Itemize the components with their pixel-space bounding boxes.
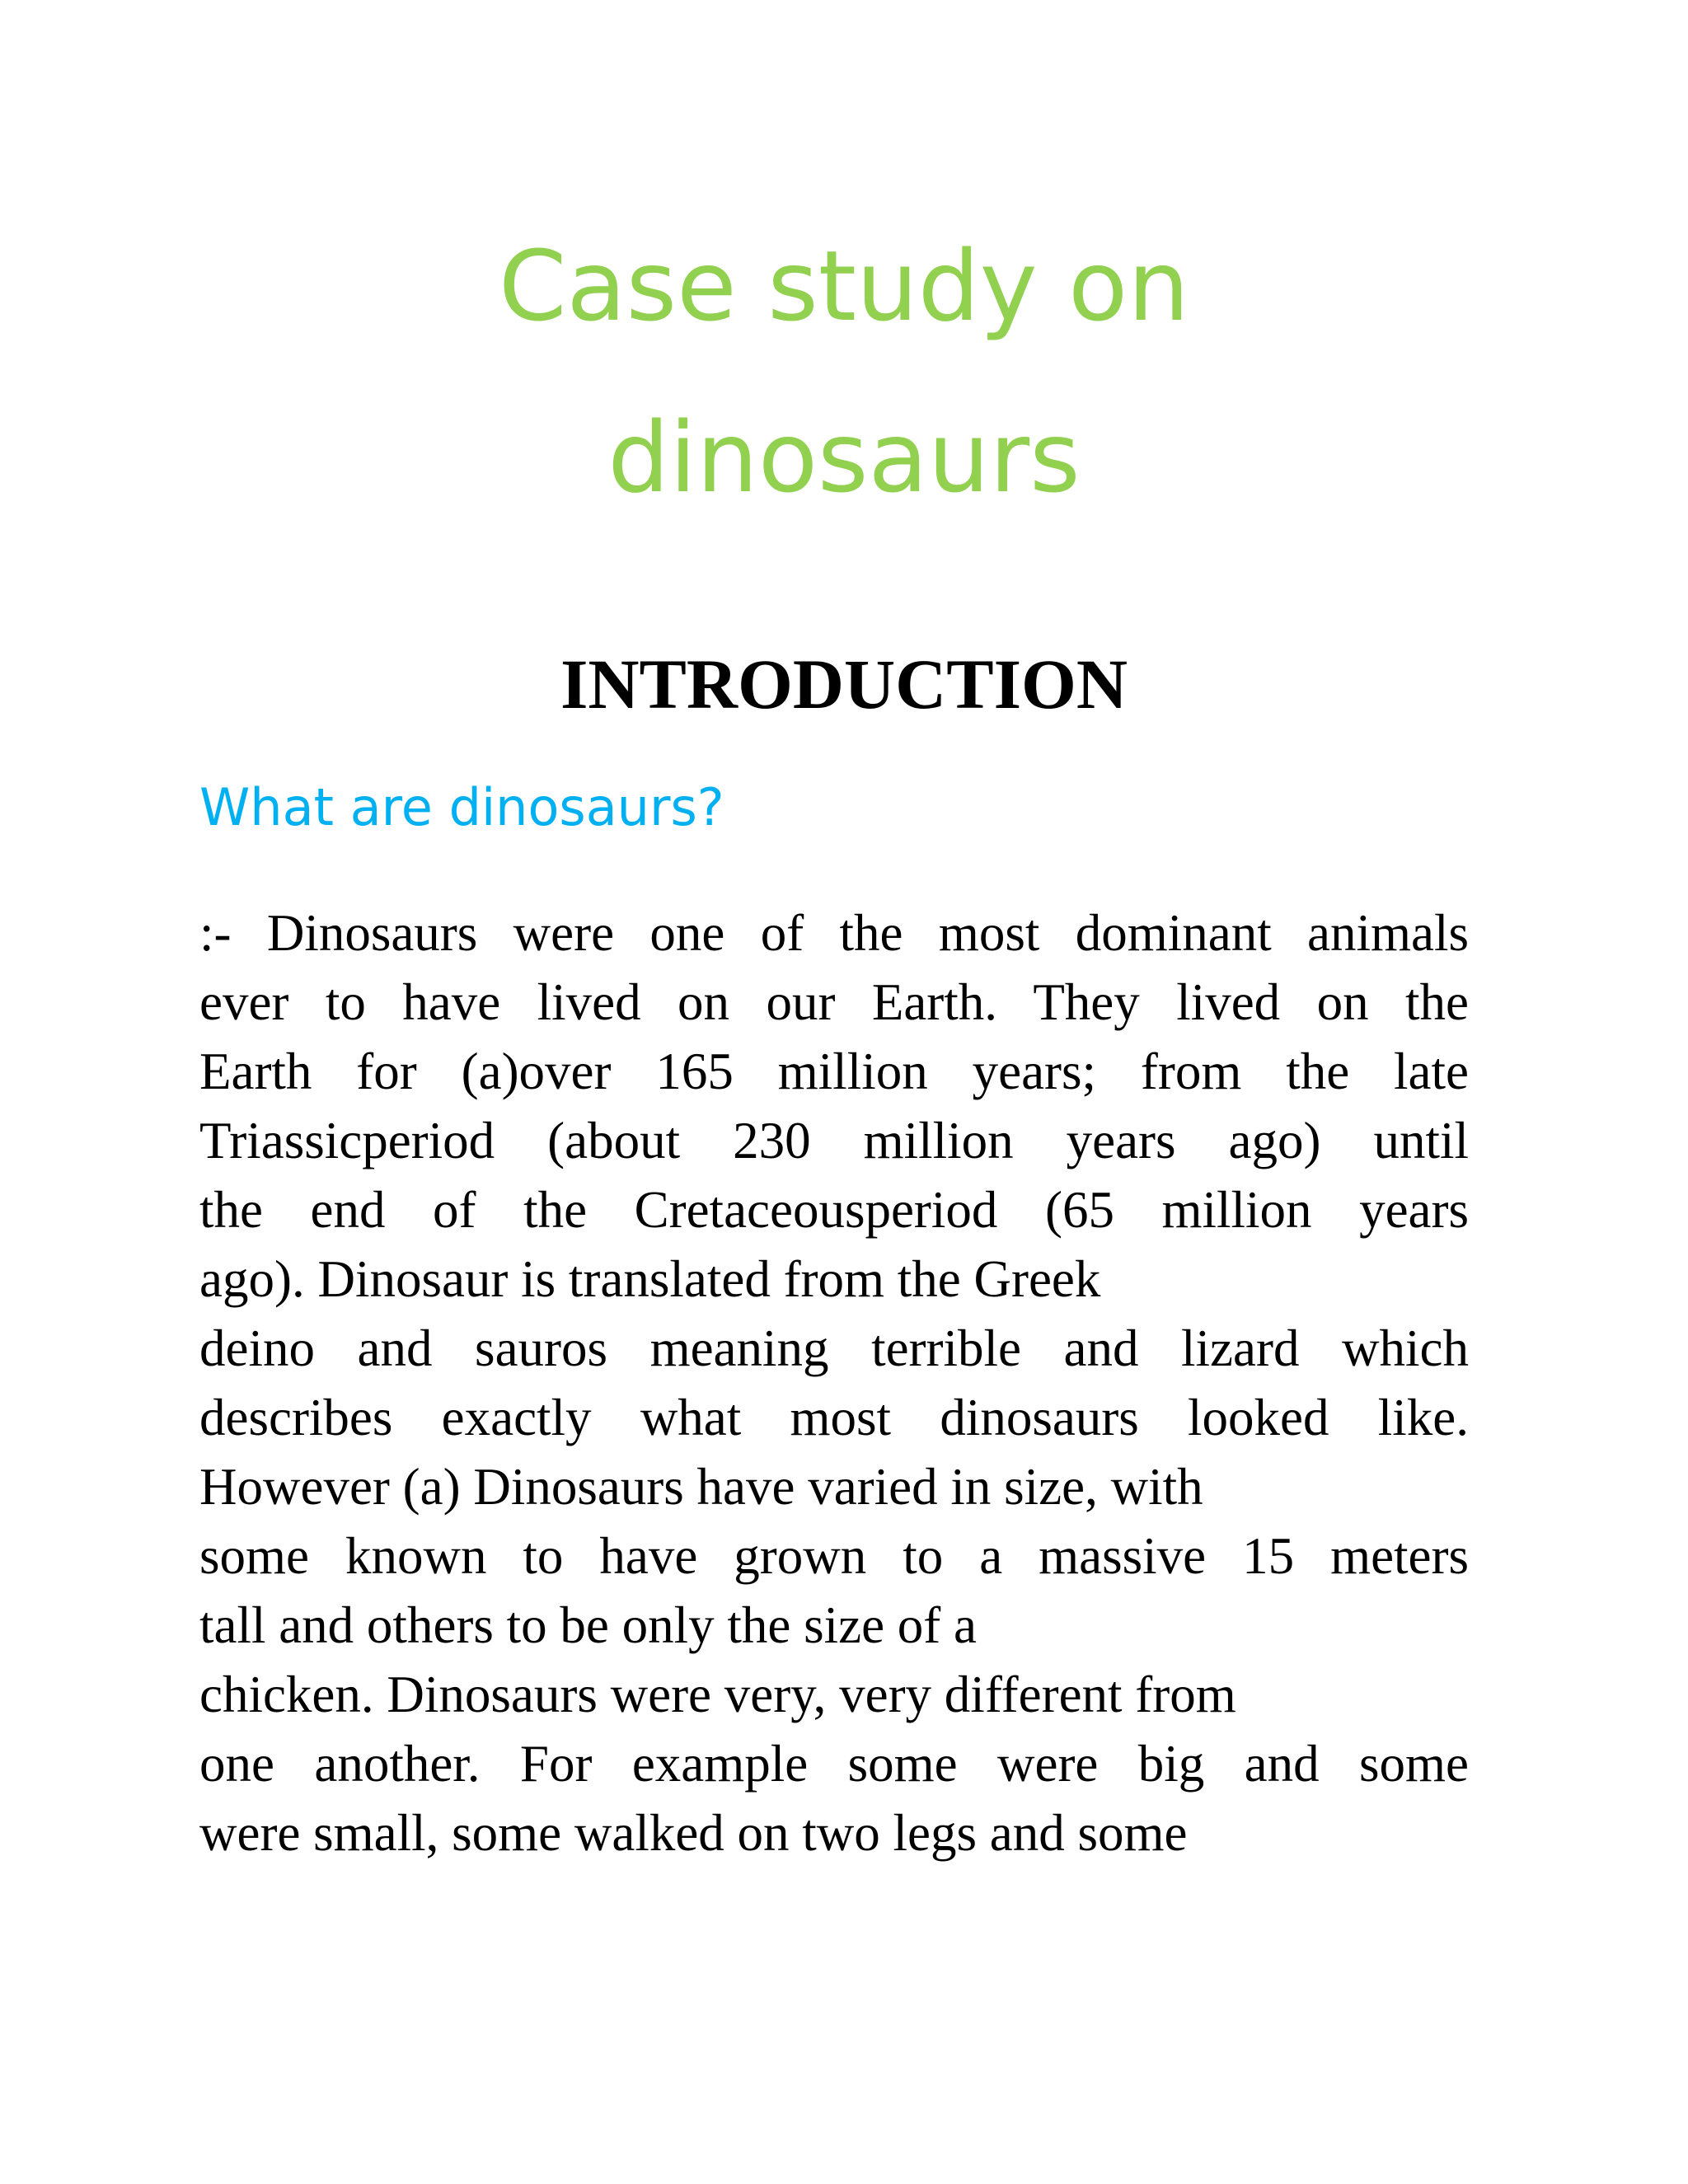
body-line: tall and others to be only the size of a [199, 1596, 977, 1654]
body-line: were small, some walked on two legs and some [199, 1804, 1188, 1862]
body-line: :- Dinosaurs were one of the most dominant animals [199, 904, 1469, 962]
subheading: What are dinosaurs? [199, 777, 724, 837]
body-line: ago). Dinosaur is translated from the Greek [199, 1250, 1101, 1308]
section-heading: INTRODUCTION [560, 644, 1128, 724]
body-line: Triassicperiod (about 230 million years ago) until [199, 1112, 1469, 1169]
body-line: ever to have lived on our Earth. They lived on the [199, 973, 1469, 1031]
body-line: the end of the Cretaceousperiod (65 million years [199, 1181, 1469, 1239]
body-line: Earth for (a)over 165 million years; from the late [199, 1043, 1469, 1100]
body-line: one another. For example some were big and some [199, 1735, 1469, 1793]
body-line: However (a) Dinosaurs have varied in size, with [199, 1458, 1203, 1516]
body-line: some known to have grown to a massive 15 meters [199, 1527, 1469, 1585]
body-paragraph [199, 898, 1469, 1868]
document-title-line-1: Case study on [498, 229, 1190, 343]
body-line: chicken. Dinosaurs were very, very different from [199, 1666, 1236, 1723]
document-title-line-2: dinosaurs [607, 401, 1081, 514]
body-line: deino and sauros meaning terrible and lizard which [199, 1319, 1469, 1377]
body-line: describes exactly what most dinosaurs looked like. [199, 1389, 1469, 1446]
